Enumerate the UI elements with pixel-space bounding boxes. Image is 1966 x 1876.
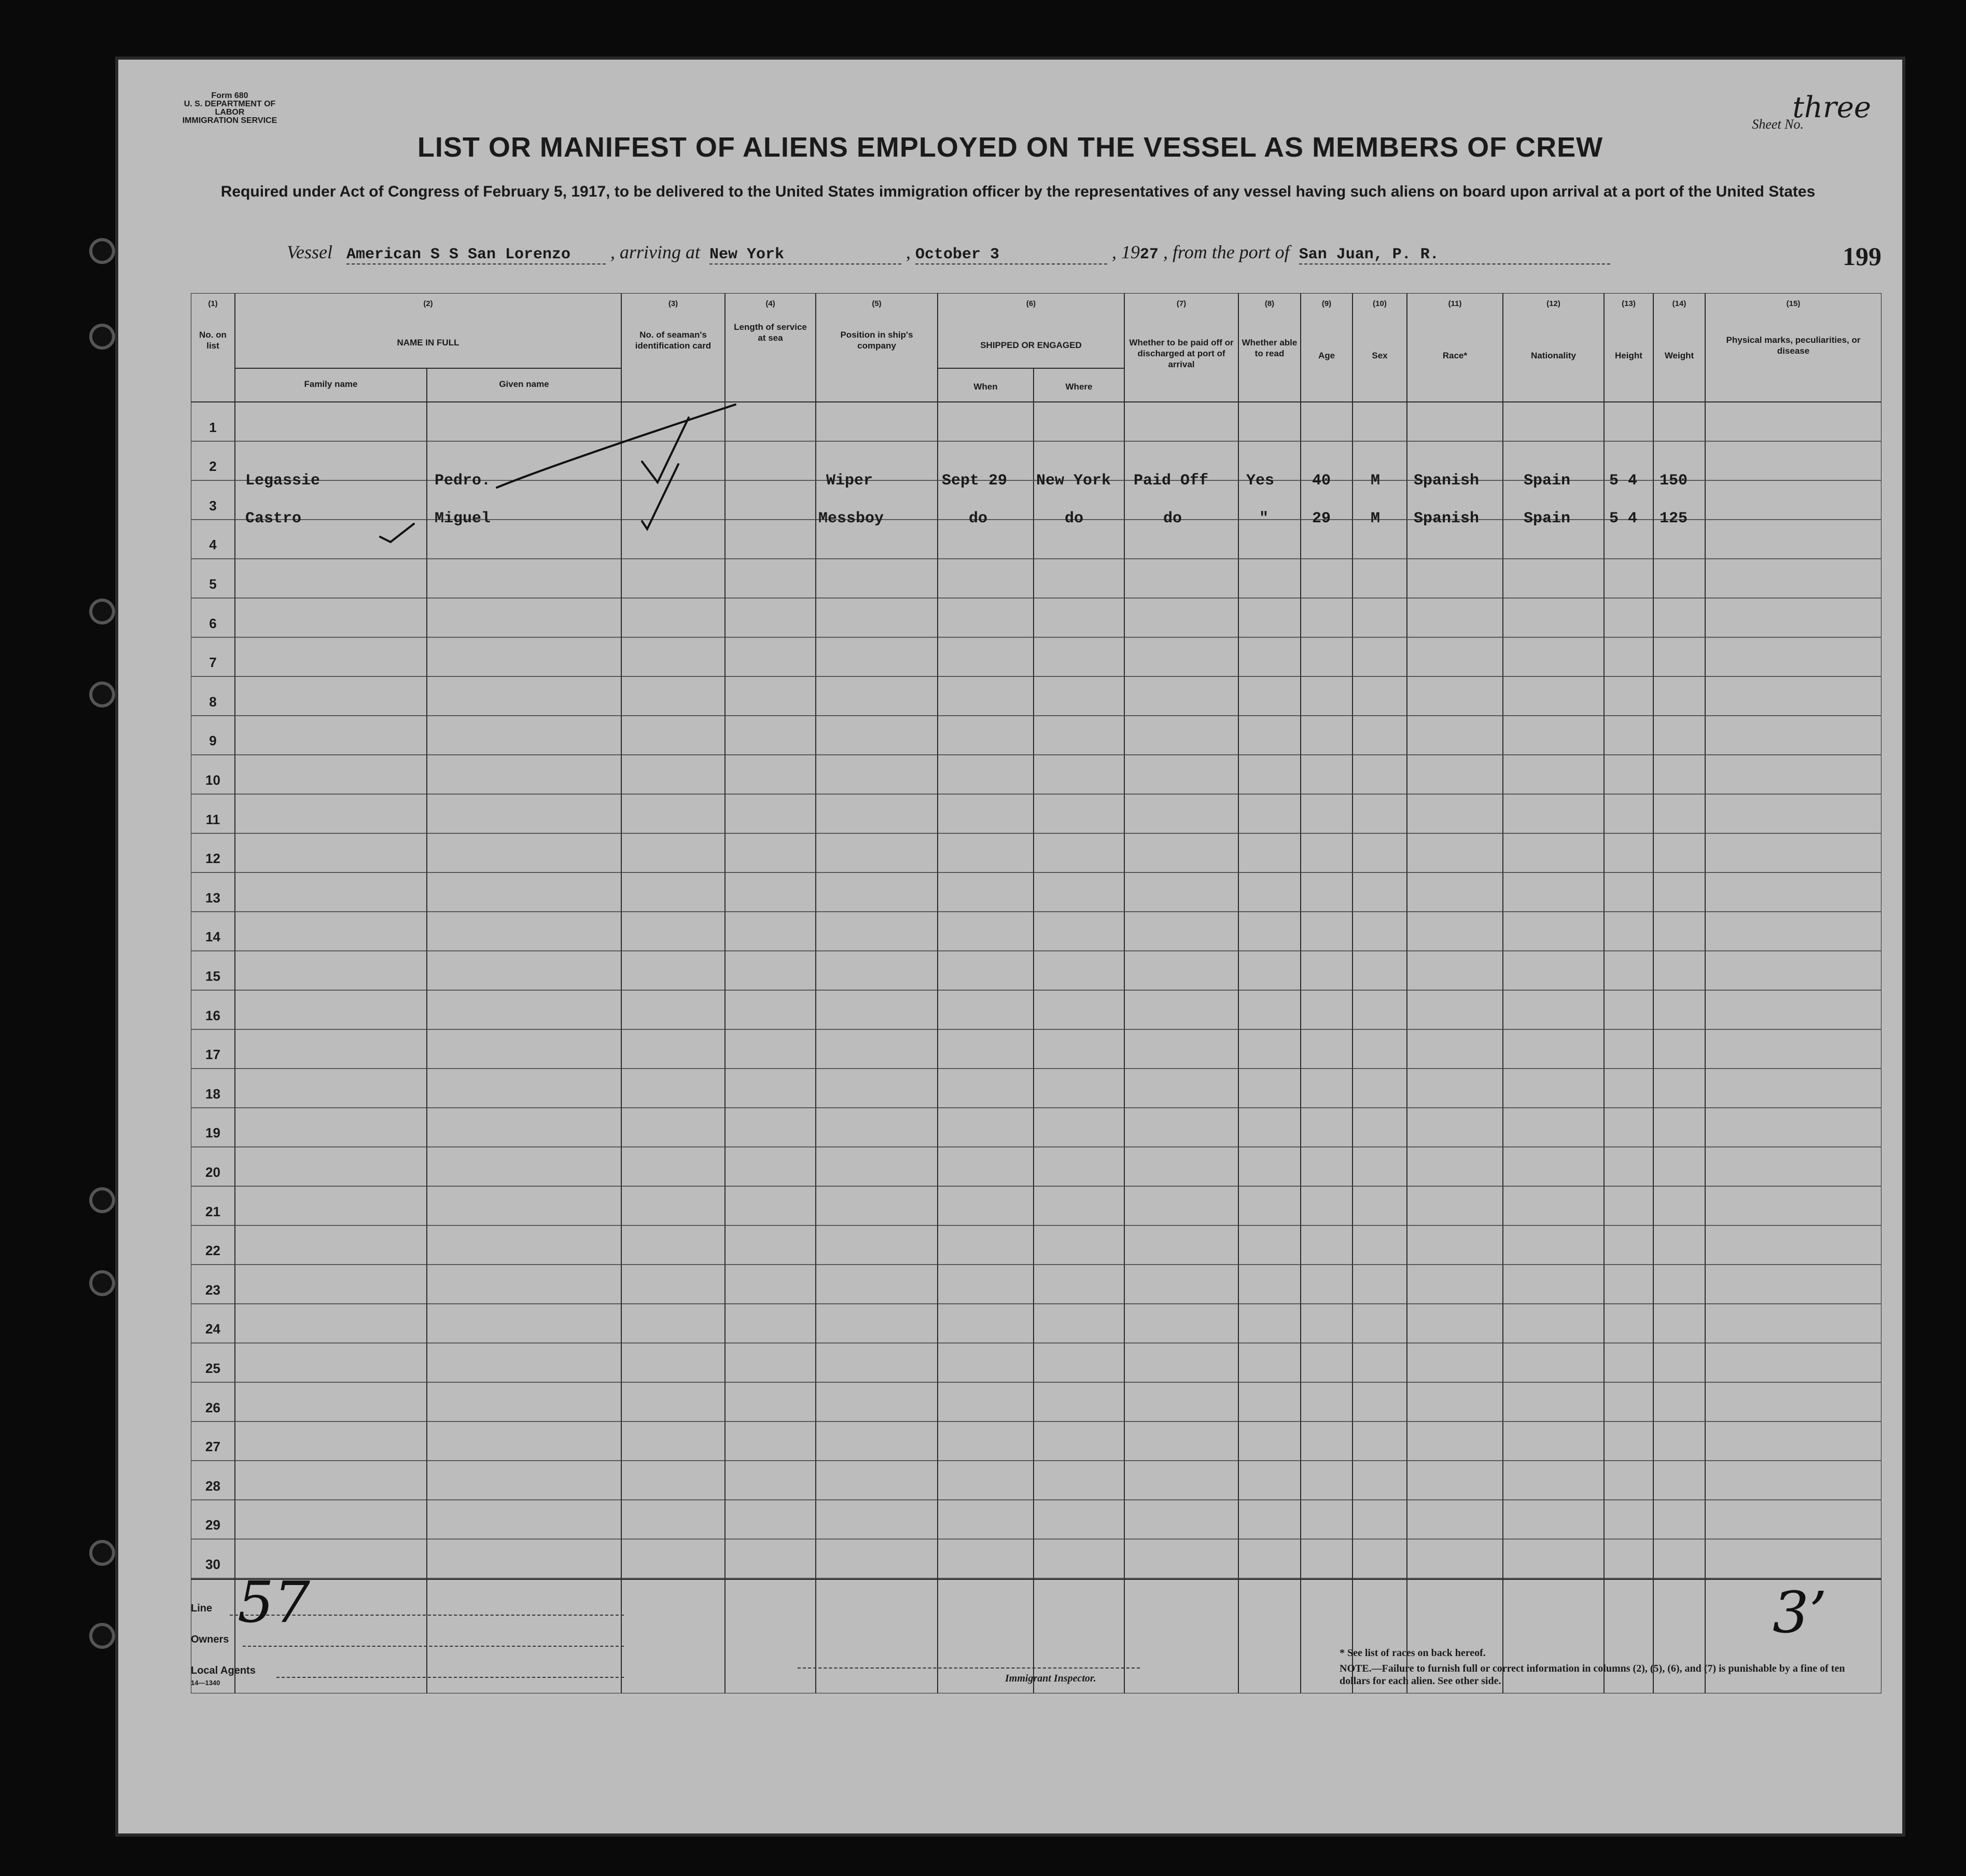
service: IMMIGRATION SERVICE: [182, 116, 277, 125]
header-age: Age: [1318, 351, 1335, 360]
footer-line-label: Line: [191, 1603, 213, 1614]
punch-hole: [92, 685, 112, 704]
check-mark-icon: [642, 464, 678, 529]
row-number: 13: [205, 890, 220, 906]
row-number: 18: [205, 1086, 220, 1102]
row-number: 20: [205, 1164, 220, 1180]
row-number: 5: [209, 576, 217, 592]
race-cell: Spanish: [1414, 510, 1480, 527]
race-cell: Spanish: [1414, 472, 1480, 490]
owners-rule: [243, 1646, 624, 1647]
given-name-cell: Pedro.: [435, 472, 491, 490]
crew-table: [191, 293, 1881, 1693]
col-number: (6): [1026, 299, 1036, 308]
vessel-line: Vessel American S S San Lorenzo , arriving at New York , October 3 , 1927 , from the port of San Juan, P. R.: [287, 241, 1966, 283]
row-number: 23: [205, 1282, 220, 1298]
header-family-name: Family name: [304, 379, 358, 389]
row-number: 4: [209, 537, 217, 553]
footer-agents-label: Local Agents: [191, 1665, 256, 1676]
row-number: 3: [209, 497, 217, 513]
arriving-port: New York: [709, 246, 901, 265]
punch-hole: [92, 1543, 112, 1563]
check-marks: [191, 293, 1881, 656]
form-subtitle: Required under Act of Congress of February 5, 1917, to be delivered to the United States immigration officer by the representatives of any vessel having such aliens on board upon arrival at a port of the United States: [220, 183, 1816, 200]
form-number: Form 680: [211, 91, 248, 100]
col-number: (8): [1264, 299, 1275, 308]
check-mark-icon: [497, 405, 735, 488]
header-sex: Sex: [1372, 351, 1388, 360]
row-number: 12: [205, 851, 220, 867]
header-no-on-list: No. on list: [199, 330, 227, 351]
col-number: (1): [208, 299, 218, 308]
col-number: (7): [1176, 299, 1187, 308]
row-number: 19: [205, 1125, 220, 1141]
header-id-card: No. of seaman's identification card: [635, 330, 712, 351]
punch-hole: [92, 1626, 112, 1646]
sex-cell: M: [1371, 472, 1381, 490]
col-number: (5): [872, 299, 882, 308]
col-number: (2): [423, 299, 433, 308]
nationality-cell: Spain: [1524, 510, 1571, 527]
col-number: (9): [1321, 299, 1332, 308]
year-prefix: , 19: [1112, 242, 1140, 262]
punch-hole: [92, 327, 112, 346]
row-number: 24: [205, 1321, 220, 1337]
row-number: 9: [209, 733, 217, 749]
row-number: 8: [209, 693, 217, 710]
col-number: (3): [668, 299, 678, 308]
form-number-block: [175, 92, 284, 125]
col-number: (12): [1546, 299, 1560, 308]
vessel-name: American S S San Lorenzo: [346, 246, 606, 265]
family-name-cell: Castro: [245, 510, 302, 527]
header-weight: Weight: [1664, 351, 1694, 360]
row-number: 26: [205, 1399, 220, 1415]
col-number: (4): [765, 299, 775, 308]
footer-owners-label: Owners: [191, 1634, 229, 1645]
header-able-to-read: Whether able to read: [1242, 338, 1298, 358]
col-number: (15): [1786, 299, 1801, 308]
row-number: 6: [209, 615, 217, 631]
row-number: 17: [205, 1047, 220, 1063]
agents-rule: [276, 1677, 624, 1678]
row-number: 25: [205, 1360, 220, 1376]
row-number: 10: [205, 772, 220, 788]
row-number: 21: [205, 1203, 220, 1219]
header-given-name: Given name: [499, 379, 549, 389]
given-name-cell: Miguel: [435, 510, 491, 527]
col-number: (11): [1448, 299, 1462, 308]
nationality-cell: Spain: [1524, 472, 1571, 490]
weight-cell: 150: [1660, 472, 1688, 490]
row-number: 29: [205, 1517, 220, 1533]
sheet-number-value: three: [1792, 91, 1871, 124]
row-number: 11: [205, 811, 220, 827]
inspector-rule: [798, 1667, 1140, 1669]
header-race: Race*: [1442, 351, 1468, 360]
col-number: (14): [1672, 299, 1686, 308]
header-when: When: [973, 382, 998, 392]
height-cell: 5 4: [1609, 510, 1638, 527]
form-code: 14—1340: [191, 1679, 220, 1687]
row-number: 15: [205, 968, 220, 984]
check-mark-icon: [380, 524, 414, 542]
row-number: 1: [209, 419, 217, 435]
position-cell: Wiper: [826, 472, 873, 490]
when-cell: Sept 29: [942, 472, 1008, 490]
arrival-date: October 3: [915, 246, 1107, 265]
row-number: 7: [209, 655, 217, 671]
sheet-number-label: Sheet No.: [1752, 117, 1804, 132]
where-cell: do: [1065, 510, 1084, 527]
from-label: , from the port of: [1163, 242, 1290, 262]
page-number: 199: [1843, 242, 1881, 271]
col-number: (13): [1622, 299, 1636, 308]
punch-hole: [92, 241, 112, 261]
sex-cell: M: [1371, 510, 1381, 527]
when-cell: do: [969, 510, 988, 527]
header-height: Height: [1615, 351, 1642, 360]
header-name-in-full: NAME IN FULL: [397, 338, 459, 348]
header-physical-marks: Physical marks, peculiarities, or disease: [1726, 335, 1861, 356]
races-note: * See list of races on back hereof.: [1340, 1647, 1486, 1659]
row-number: 28: [205, 1478, 220, 1494]
height-cell: 5 4: [1609, 472, 1638, 490]
able-to-read-cell: Yes: [1246, 472, 1275, 490]
row-number: 27: [205, 1439, 220, 1455]
punch-hole: [92, 1273, 112, 1293]
year-value: 27: [1140, 246, 1159, 263]
family-name-cell: Legassie: [245, 472, 320, 490]
department: U. S. DEPARTMENT OF LABOR: [184, 100, 276, 117]
punch-hole: [92, 1190, 112, 1210]
position-cell: Messboy: [818, 510, 884, 527]
header-paid-off: Whether to be paid off or discharged at port of arrival: [1129, 338, 1234, 369]
weight-cell: 125: [1660, 510, 1688, 527]
arriving-label: , arriving at: [610, 242, 700, 262]
manifest-sheet: [118, 60, 1902, 1833]
row-number: 16: [205, 1007, 220, 1023]
age-cell: 29: [1312, 510, 1331, 527]
inspector-label: Immigrant Inspector.: [1005, 1673, 1096, 1684]
punch-hole: [92, 602, 112, 621]
paid-off-cell: do: [1163, 510, 1182, 527]
form-title: LIST OR MANIFEST OF ALIENS EMPLOYED ON THE VESSEL AS MEMBERS OF CREW: [417, 132, 1604, 163]
vessel-label: Vessel: [287, 242, 332, 262]
fine-note: NOTE.—Failure to furnish full or correct information in columns (2), (5), (6), and (7) is punishable by a fine of ten dollars for each alien. See other side.: [1340, 1663, 1845, 1687]
where-cell: New York: [1036, 472, 1111, 490]
handwritten-mark: 3’: [1773, 1579, 1827, 1646]
paid-off-cell: Paid Off: [1134, 472, 1209, 490]
header-length-of-service: Length of service at sea: [734, 322, 807, 343]
able-to-read-cell: ": [1259, 510, 1269, 527]
header-position: Position in ship's company: [840, 330, 913, 351]
handwritten-number: 57: [238, 1569, 310, 1635]
header-shipped-engaged: SHIPPED OR ENGAGED: [980, 340, 1082, 350]
origin-port: San Juan, P. R.: [1299, 246, 1610, 265]
row-number: 22: [205, 1243, 220, 1259]
row-number: 2: [209, 458, 217, 475]
header-nationality: Nationality: [1531, 351, 1576, 360]
age-cell: 40: [1312, 472, 1331, 490]
row-number: 30: [205, 1557, 220, 1572]
header-where: Where: [1065, 382, 1093, 392]
row-number: 14: [205, 929, 220, 945]
col-number: (10): [1373, 299, 1387, 308]
